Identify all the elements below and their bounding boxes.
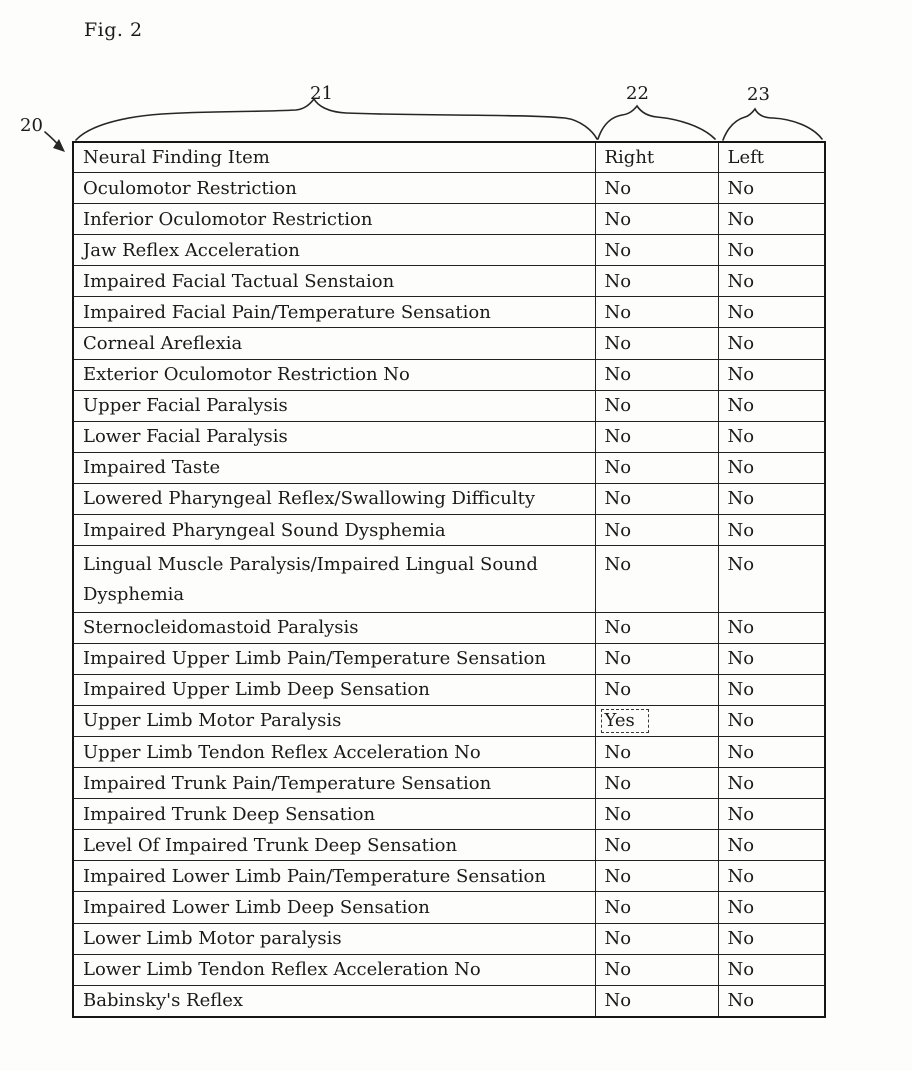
finding-item-cell: Impaired Trunk Pain/Temperature Sensation xyxy=(73,768,595,799)
finding-item-cell: Jaw Reflex Acceleration xyxy=(73,235,595,266)
left-value-cell: No xyxy=(718,892,825,923)
finding-item-cell: Level Of Impaired Trunk Deep Sensation xyxy=(73,830,595,861)
table-row xyxy=(73,515,825,546)
right-value-cell: No xyxy=(595,266,718,297)
right-value-cell: No xyxy=(595,483,718,514)
right-value-cell: No xyxy=(595,173,718,204)
right-value-cell: No xyxy=(595,830,718,861)
left-value-cell: No xyxy=(718,861,825,892)
table-row xyxy=(73,923,825,954)
figure-label: Fig. 2 xyxy=(84,19,143,41)
table-row xyxy=(73,483,825,514)
right-value-cell: No xyxy=(595,452,718,483)
header-right: Right xyxy=(595,142,718,173)
left-value-cell: No xyxy=(718,674,825,705)
left-value-cell: No xyxy=(718,390,825,421)
table-row xyxy=(73,173,825,204)
left-value-cell: No xyxy=(718,954,825,985)
left-value-cell: No xyxy=(718,705,825,736)
table-row xyxy=(73,954,825,985)
left-value-cell: No xyxy=(718,612,825,643)
finding-item-cell: Corneal Areflexia xyxy=(73,328,595,359)
right-value-cell: No xyxy=(595,923,718,954)
left-value-cell: No xyxy=(718,768,825,799)
right-value-cell: No xyxy=(595,799,718,830)
right-value-cell: No xyxy=(595,892,718,923)
right-value-cell: No xyxy=(595,515,718,546)
ref-label-table-20: 20 xyxy=(20,115,43,136)
ref-label-right-column-22: 22 xyxy=(626,83,649,104)
left-value-cell: No xyxy=(718,297,825,328)
table-row xyxy=(73,266,825,297)
neural-findings-table xyxy=(72,141,826,1018)
table-row xyxy=(73,985,825,1017)
left-value-cell: No xyxy=(718,452,825,483)
left-value-cell: No xyxy=(718,830,825,861)
finding-item-cell: Impaired Lower Limb Deep Sensation xyxy=(73,892,595,923)
finding-item-cell: Upper Limb Motor Paralysis xyxy=(73,705,595,736)
left-value-cell: No xyxy=(718,923,825,954)
right-value-cell: No xyxy=(595,235,718,266)
right-value-cell: No xyxy=(595,861,718,892)
brace-23-icon xyxy=(723,109,822,140)
table-body xyxy=(73,173,825,1017)
table-row xyxy=(73,612,825,643)
left-value-cell: No xyxy=(718,204,825,235)
ref-label-item-column-21: 21 xyxy=(310,83,333,104)
finding-item-cell: Lower Limb Motor paralysis xyxy=(73,923,595,954)
right-value-cell: No xyxy=(595,421,718,452)
finding-item-cell: Impaired Trunk Deep Sensation xyxy=(73,799,595,830)
table-row xyxy=(73,546,825,613)
finding-item-cell: Upper Limb Tendon Reflex Acceleration No xyxy=(73,737,595,768)
table-row xyxy=(73,861,825,892)
finding-item-cell: Impaired Upper Limb Pain/Temperature Sensation xyxy=(73,643,595,674)
finding-item-cell: Sternocleidomastoid Paralysis xyxy=(73,612,595,643)
left-value-cell: No xyxy=(718,266,825,297)
left-value-cell: No xyxy=(718,359,825,390)
right-value-cell: No xyxy=(595,768,718,799)
finding-item-cell: Lingual Muscle Paralysis/Impaired Lingual Sound Dysphemia xyxy=(73,546,595,613)
table-row xyxy=(73,421,825,452)
header-neural-finding-item: Neural Finding Item xyxy=(73,142,595,173)
table-row xyxy=(73,892,825,923)
left-value-cell: No xyxy=(718,328,825,359)
left-value-cell: No xyxy=(718,546,825,613)
finding-item-cell: Inferior Oculomotor Restriction xyxy=(73,204,595,235)
left-value-cell: No xyxy=(718,421,825,452)
finding-item-cell: Exterior Oculomotor Restriction No xyxy=(73,359,595,390)
finding-item-cell: Impaired Facial Tactual Senstaion xyxy=(73,266,595,297)
right-value-cell: No xyxy=(595,297,718,328)
left-value-cell: No xyxy=(718,515,825,546)
right-value-cell: No xyxy=(595,328,718,359)
left-value-cell: No xyxy=(718,173,825,204)
left-value-cell: No xyxy=(718,235,825,266)
finding-item-cell: Impaired Pharyngeal Sound Dysphemia xyxy=(73,515,595,546)
table-row xyxy=(73,359,825,390)
finding-item-cell: Upper Facial Paralysis xyxy=(73,390,595,421)
finding-item-cell: Impaired Facial Pain/Temperature Sensation xyxy=(73,297,595,328)
header-left: Left xyxy=(718,142,825,173)
left-value-cell: No xyxy=(718,799,825,830)
right-value-cell: No xyxy=(595,359,718,390)
ref-label-left-column-23: 23 xyxy=(747,84,770,105)
header-row xyxy=(73,142,825,173)
table-row xyxy=(73,643,825,674)
table-row xyxy=(73,452,825,483)
table-row xyxy=(73,737,825,768)
table-row xyxy=(73,705,825,736)
right-value-cell: No xyxy=(595,390,718,421)
left-value-cell: No xyxy=(718,985,825,1017)
table-row xyxy=(73,799,825,830)
left-value-cell: No xyxy=(718,483,825,514)
right-value-cell: No xyxy=(595,643,718,674)
table-row xyxy=(73,204,825,235)
table-row xyxy=(73,674,825,705)
finding-item-cell: Lower Limb Tendon Reflex Acceleration No xyxy=(73,954,595,985)
right-value-cell: No xyxy=(595,612,718,643)
table-row xyxy=(73,328,825,359)
finding-item-cell: Impaired Upper Limb Deep Sensation xyxy=(73,674,595,705)
left-value-cell: No xyxy=(718,643,825,674)
finding-item-cell: Impaired Lower Limb Pain/Temperature Sensation xyxy=(73,861,595,892)
table-row xyxy=(73,235,825,266)
finding-item-cell: Babinsky's Reflex xyxy=(73,985,595,1017)
finding-item-cell: Lowered Pharyngeal Reflex/Swallowing Difficulty xyxy=(73,483,595,514)
right-value-cell: No xyxy=(595,674,718,705)
table-row xyxy=(73,297,825,328)
highlighted-value-box: Yes xyxy=(601,709,649,733)
finding-item-cell: Oculomotor Restriction xyxy=(73,173,595,204)
finding-item-cell: Lower Facial Paralysis xyxy=(73,421,595,452)
table-row xyxy=(73,768,825,799)
right-value-cell: No xyxy=(595,204,718,235)
right-value-cell: No xyxy=(595,985,718,1017)
right-value-cell: No xyxy=(595,737,718,768)
right-value-cell: No xyxy=(595,546,718,613)
left-value-cell: No xyxy=(718,737,825,768)
table-row xyxy=(73,830,825,861)
table-row xyxy=(73,390,825,421)
right-value-cell xyxy=(595,705,718,736)
right-value-cell: No xyxy=(595,954,718,985)
brace-22-icon xyxy=(598,106,715,139)
brace-21-icon xyxy=(76,99,597,140)
finding-item-cell: Impaired Taste xyxy=(73,452,595,483)
